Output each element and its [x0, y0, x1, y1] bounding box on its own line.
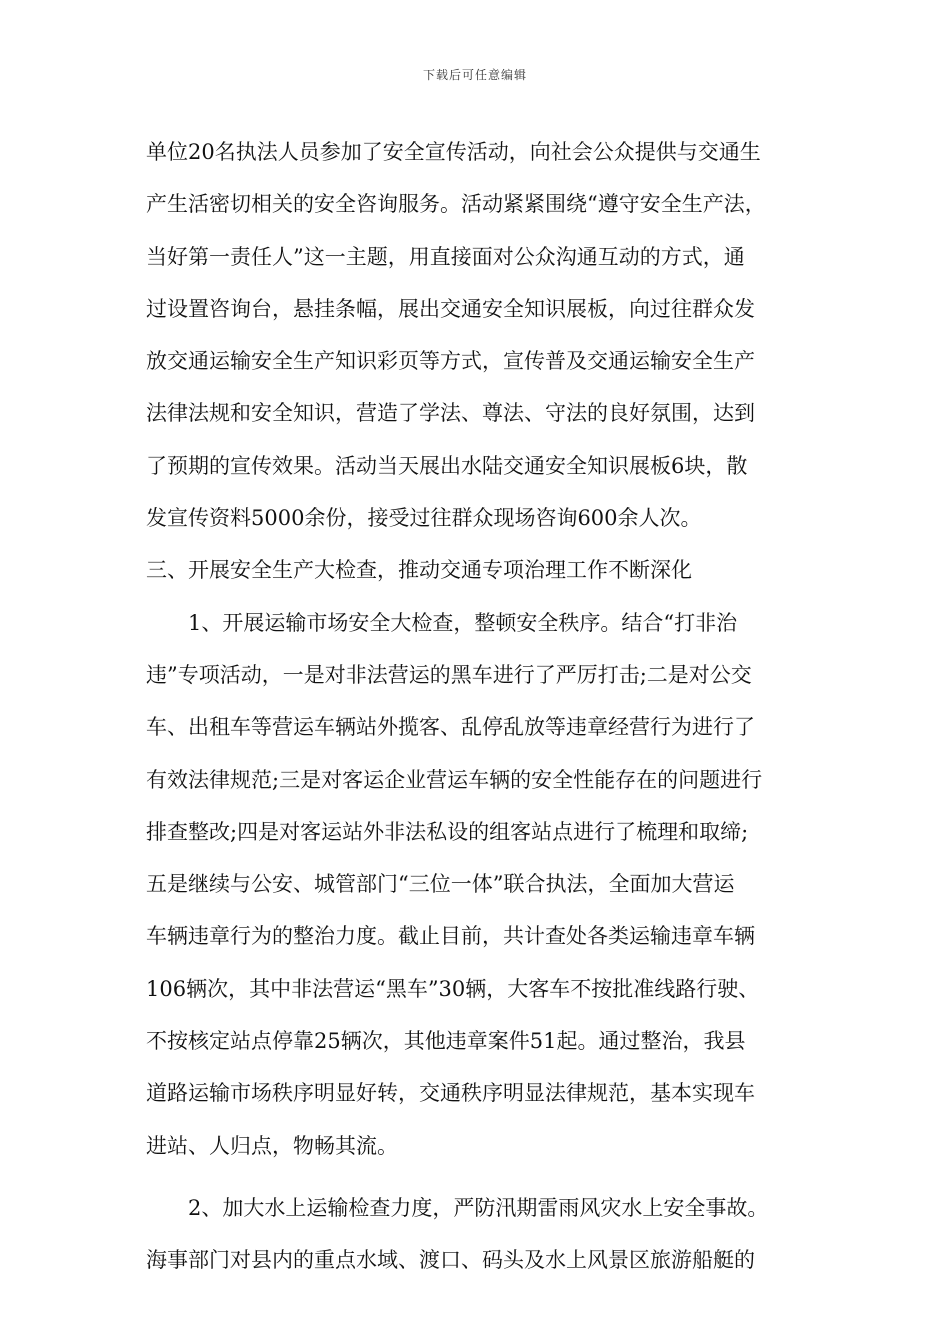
- text-line: 了预期的宣传效果。活动当天展出水陆交通安全知识展板6块，散: [146, 453, 748, 478]
- text-line: 进站、人归点，物畅其流。: [146, 1133, 398, 1158]
- text-line: 排查整改;四是对客运站外非法私设的组客站点进行了梳理和取缔;: [146, 819, 749, 844]
- text-line: 车辆违章行为的整治力度。截止目前，共计查处各类运输违章车辆: [146, 924, 755, 949]
- section-heading: 三、开展安全生产大检查，推动交通专项治理工作不断深化: [146, 558, 692, 583]
- document-body: [146, 126, 806, 1287]
- text-line: 放交通运输安全生产知识彩页等方式，宣传普及交通运输安全生产: [146, 349, 755, 374]
- text-line: 违”专项活动，一是对非法营运的黑车进行了严厉打击;二是对公交: [146, 662, 752, 687]
- text-line: 产生活密切相关的安全咨询服务。活动紧紧围绕“遵守安全生产法，: [146, 192, 766, 217]
- text-line: 过设置咨询台，悬挂条幅，展出交通安全知识展板，向过往群众发: [146, 296, 755, 321]
- text-line: 法律法规和安全知识，营造了学法、尊法、守法的良好氛围，达到: [146, 401, 755, 426]
- paragraph-first-line: 2、加大水上运输检查力度，严防汛期雷雨风灾水上安全事故。: [188, 1195, 769, 1220]
- text-line: 车、出租车等营运车辆站外揽客、乱停乱放等违章经营行为进行了: [146, 715, 755, 740]
- text-line: 发宣传资料5000余份，接受过往群众现场咨询600余人次。: [146, 506, 702, 531]
- page-header: 下载后可任意编辑: [422, 68, 527, 82]
- text-line: 单位20名执法人员参加了安全宣传活动，向社会公众提供与交通生: [146, 140, 761, 164]
- text-line: 道路运输市场秩序明显好转，交通秩序明显法律规范，基本实现车: [146, 1081, 755, 1106]
- text-line: 当好第一责任人”这一主题，用直接面对公众沟通互动的方式，通: [146, 244, 745, 269]
- text-line: 不按核定站点停靠25辆次，其他违章案件51起。通过整治，我县: [146, 1029, 746, 1054]
- text-line: 海事部门对县内的重点水域、渡口、码头及水上风景区旅游船艇的: [146, 1248, 755, 1273]
- text-line: 有效法律规范;三是对客运企业营运车辆的安全性能存在的问题进行: [146, 767, 763, 792]
- text-line: 五是继续与公安、城管部门“三位一体”联合执法，全面加大营运: [146, 872, 735, 897]
- text-line: 106辆次，其中非法营运“黑车”30辆，大客车不按批准线路行驶、: [146, 976, 760, 1001]
- paragraph-first-line: 1、开展运输市场安全大检查，整顿安全秩序。结合“打非治: [188, 610, 738, 635]
